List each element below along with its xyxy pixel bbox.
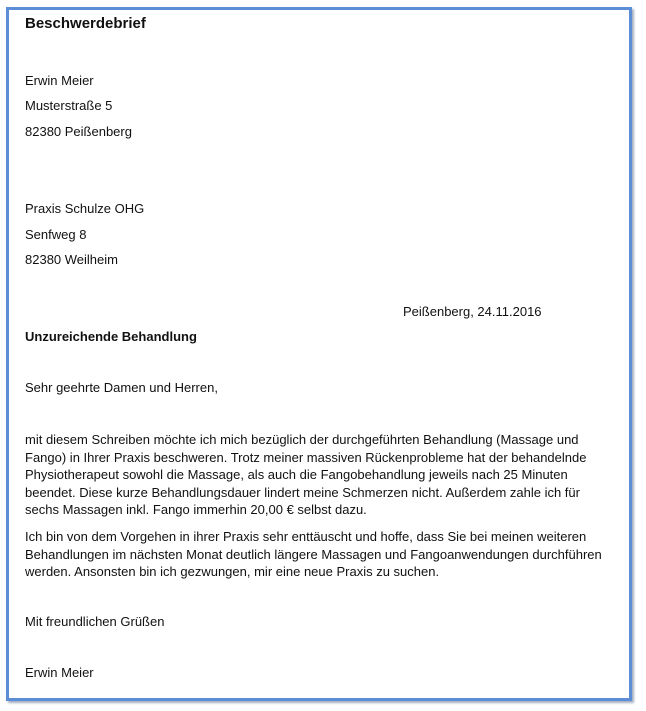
recipient-city: 82380 Weilheim — [25, 252, 118, 267]
subject-line: Unzureichende Behandlung — [25, 329, 197, 344]
paragraph-line: werden. Ansonsten bin ich gezwungen, mir eine neue Praxis zu suchen. — [25, 564, 440, 579]
paragraph-line: sechs Massagen inkl. Fango immerhin 20,00 € selbst dazu. — [25, 502, 367, 517]
body-paragraph-2 — [25, 528, 625, 581]
body-paragraph-1 — [25, 431, 625, 519]
sender-name: Erwin Meier — [25, 73, 94, 88]
paragraph-line: mit diesem Schreiben möchte ich mich bezüglich der durchgeführten Behandlung (Massage und — [25, 432, 579, 447]
signature-name: Erwin Meier — [25, 665, 94, 680]
paragraph-line: Fango) in Ihrer Praxis beschweren. Trotz meiner massiven Rückenprobleme hat der behandelnde — [25, 449, 587, 465]
document-title: Beschwerdebrief — [25, 15, 146, 32]
sender-city: 82380 Peißenberg — [25, 124, 132, 139]
paragraph-line: Ich bin von dem Vorgehen in ihrer Praxis sehr enttäuscht und hoffe, dass Sie bei meinen weiteren — [25, 529, 587, 544]
date-line: Peißenberg, 24.11.2016 — [403, 304, 542, 319]
salutation: Sehr geehrte Damen und Herren, — [25, 380, 218, 395]
closing: Mit freundlichen Grüßen — [25, 614, 165, 629]
paragraph-line: Behandlungen im nächsten Monat deutlich längere Massagen und Fangoanwendungen durchführen — [25, 546, 602, 562]
paragraph-line: beendet. Diese kurze Behandlungsdauer lindert meine Schmerzen nicht. Außerdem zahle ich für — [25, 484, 580, 500]
recipient-name: Praxis Schulze OHG — [25, 201, 145, 216]
sender-street: Musterstraße 5 — [25, 98, 113, 113]
recipient-street: Senfweg 8 — [25, 227, 87, 242]
paragraph-line: Physiotherapeut sowohl die Massage, als auch die Fangobehandlung jeweils nach 25 Minuten — [25, 467, 568, 482]
